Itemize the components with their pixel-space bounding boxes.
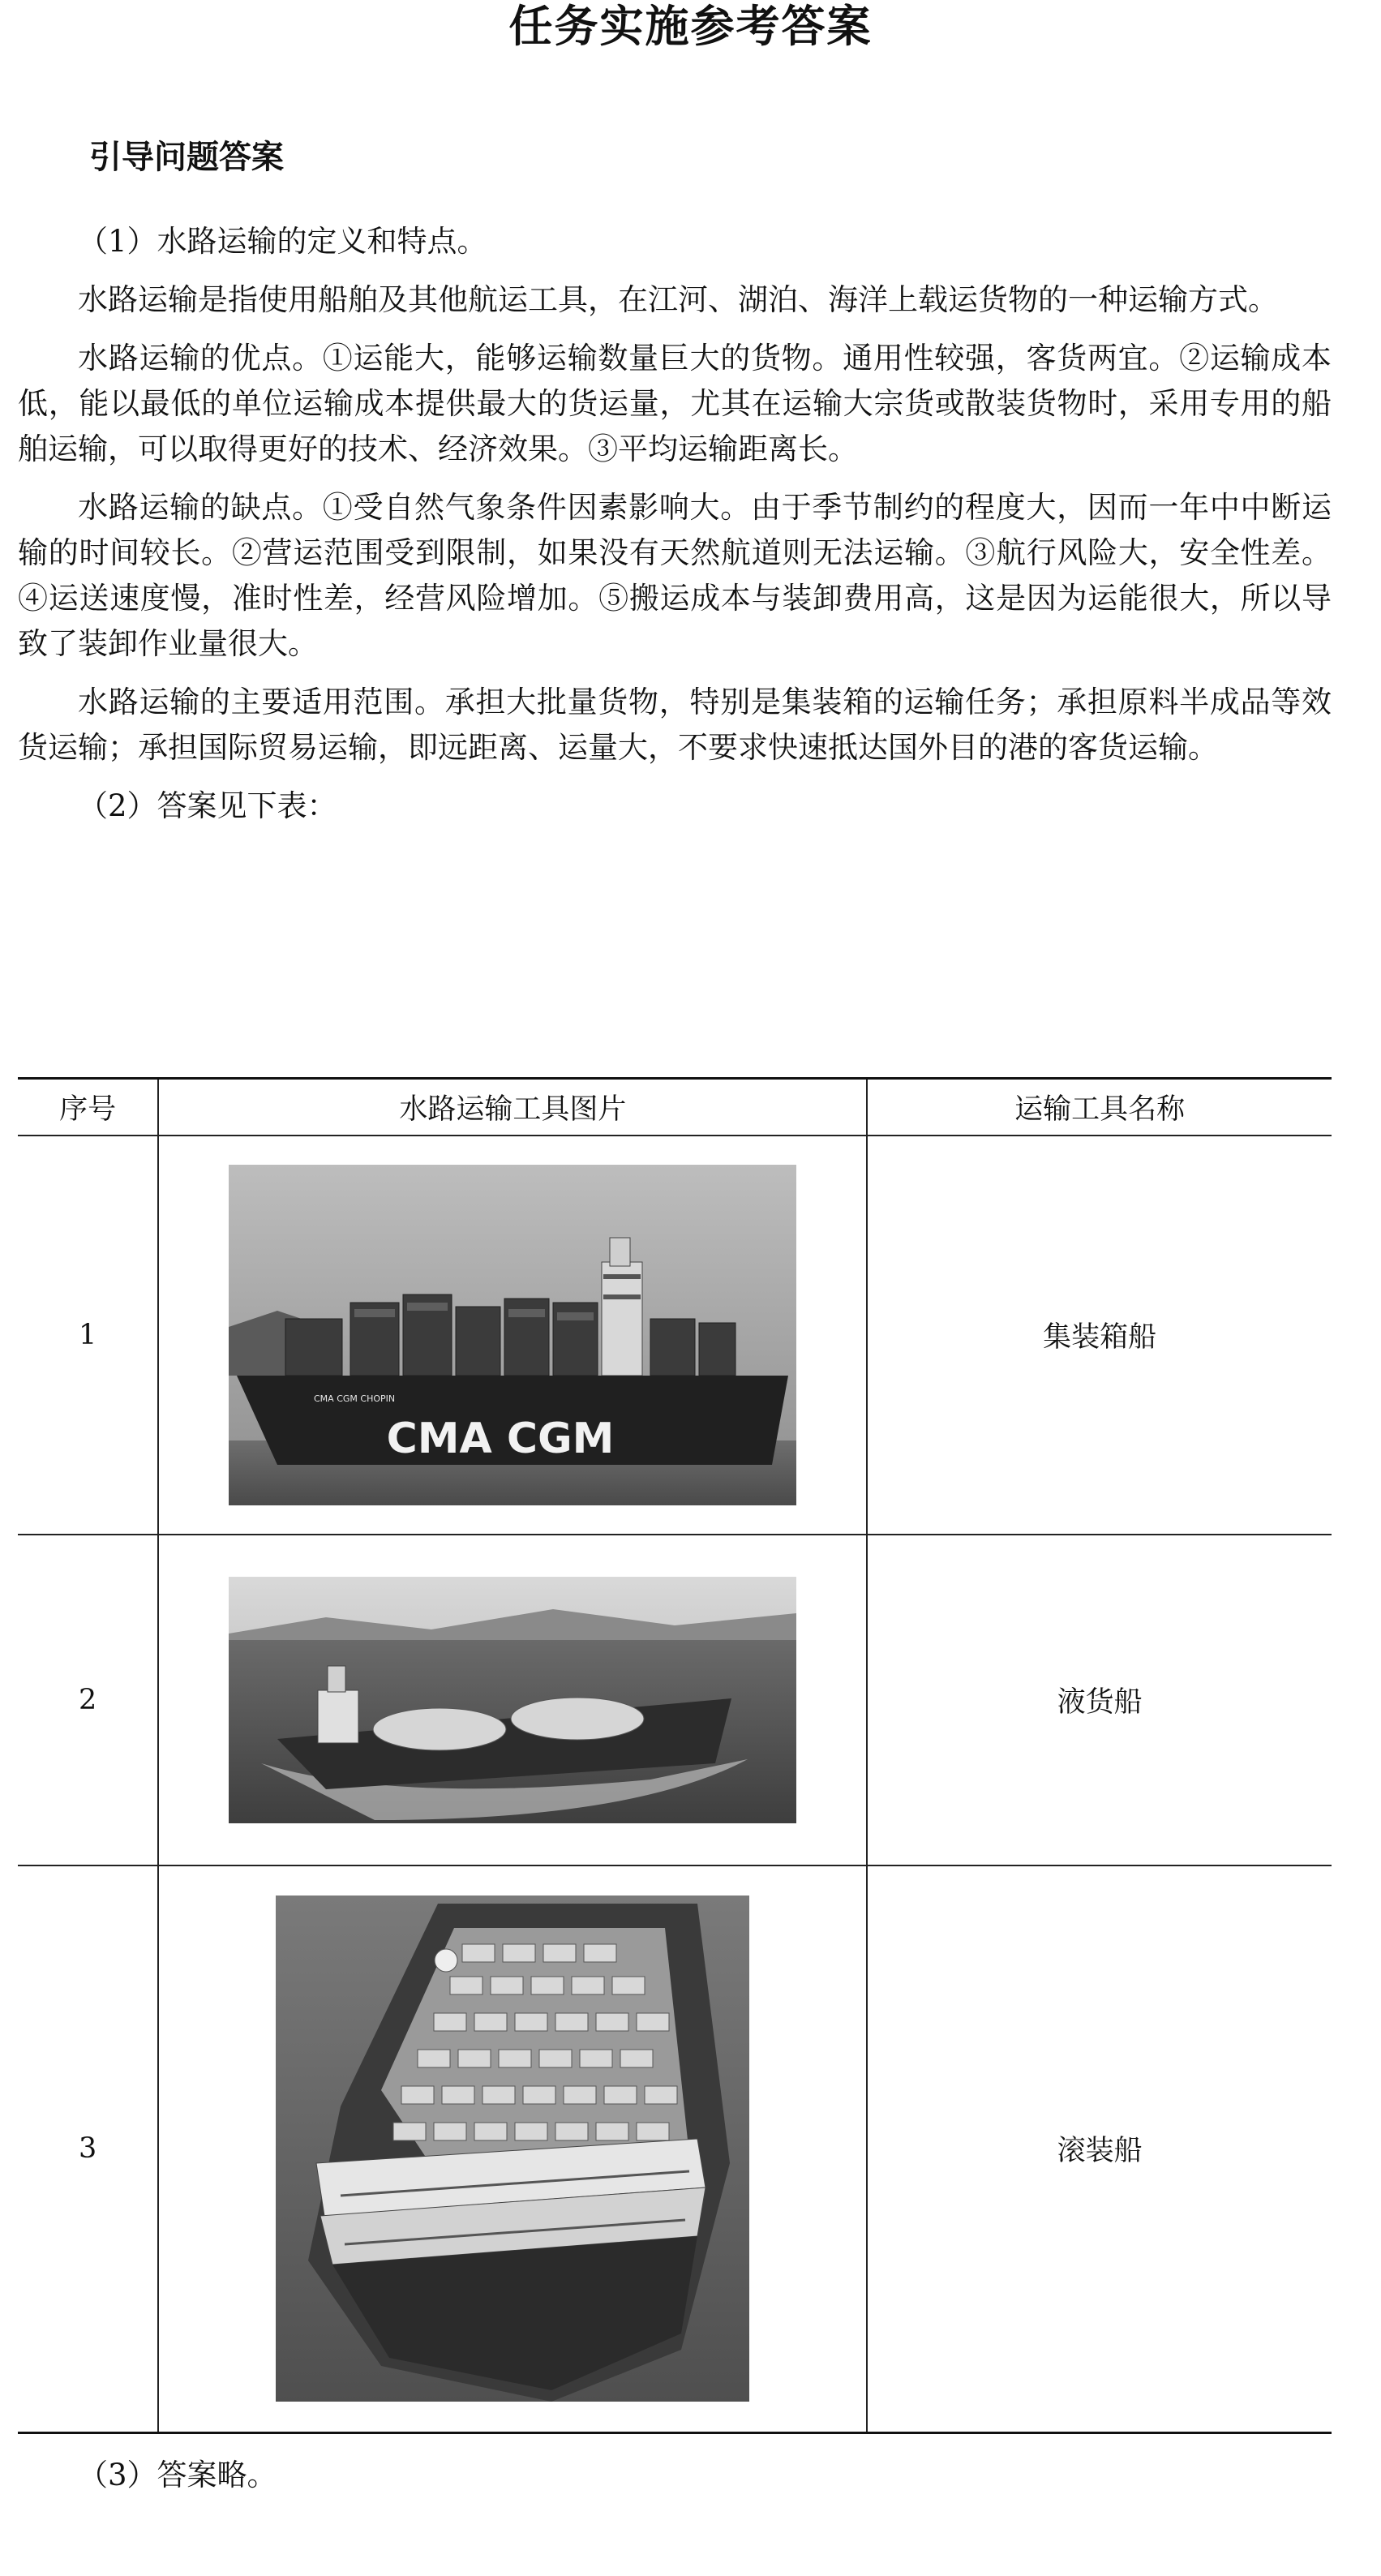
table-row [18, 1535, 1332, 1865]
container-ship-image [229, 1165, 796, 1505]
paragraph-1: （1）水路运输的定义和特点。 [78, 224, 487, 259]
row-image-cell [158, 1535, 867, 1865]
table-header-row [18, 1079, 1332, 1136]
transport-tools-table [18, 1077, 1332, 2434]
ro-ro-ship-image [276, 1896, 749, 2402]
closing-text: （3）答案略。 [78, 2458, 277, 2492]
paragraph-3: 水路运输的优点。①运能大，能够运输数量巨大的货物。通用性较强，客货两宜。②运输成本低，能以最低的单位运输成本提供最大的货运量，尤其在运输大宗货或散装货物时，采用专用的船舶运输，可以取得更好的技术、经济效果。③平均运输距离长。 [18, 341, 1332, 466]
row-name: 液货船 [867, 1535, 1332, 1865]
table-row [18, 1136, 1332, 1535]
page-title: 任务实施参考答案 [508, 0, 873, 52]
paragraph-5: 水路运输的主要适用范围。承担大批量货物，特别是集装箱的运输任务；承担原料半成品等效货运输；承担国际贸易运输，即远距离、运量大，不要求快速抵达国外目的港的客货运输。 [18, 685, 1332, 765]
row-name: 集装箱船 [867, 1136, 1332, 1535]
header-name: 运输工具名称 [867, 1079, 1332, 1136]
section-heading: 引导问题答案 [89, 139, 284, 176]
liquid-cargo-ship-image [229, 1577, 796, 1823]
paragraph-2: 水路运输是指使用船舶及其他航运工具，在江河、湖泊、海洋上载运货物的一种运输方式。 [78, 282, 1278, 317]
paragraph-4: 水路运输的缺点。①受自然气象条件因素影响大。由于季节制约的程度大，因而一年中中断运输的时间较长。②营运范围受到限制，如果没有天然航道则无法运输。③航行风险大，安全性差。④运送速度慢，准时性差，经营风险增加。⑤搬运成本与装卸费用高，这是因为运能很大，所以导致了装卸作业量很大。 [18, 490, 1332, 661]
row-seq: 1 [79, 1318, 97, 1351]
table-row [18, 1865, 1332, 2433]
row-image-cell [158, 1865, 867, 2433]
row-name: 滚装船 [867, 1865, 1332, 2433]
row-seq: 2 [79, 1683, 97, 1716]
body-text [18, 219, 1332, 842]
row-seq: 3 [79, 2132, 97, 2166]
header-image: 水路运输工具图片 [158, 1079, 867, 1136]
hull-lettering: CMA CGM [386, 1414, 615, 1463]
row-image-cell [158, 1136, 867, 1535]
hull-ship-name: CMA CGM CHOPIN [314, 1393, 396, 1404]
header-seq: 序号 [59, 1093, 117, 1126]
paragraph-6: （2）答案见下表： [78, 788, 337, 823]
